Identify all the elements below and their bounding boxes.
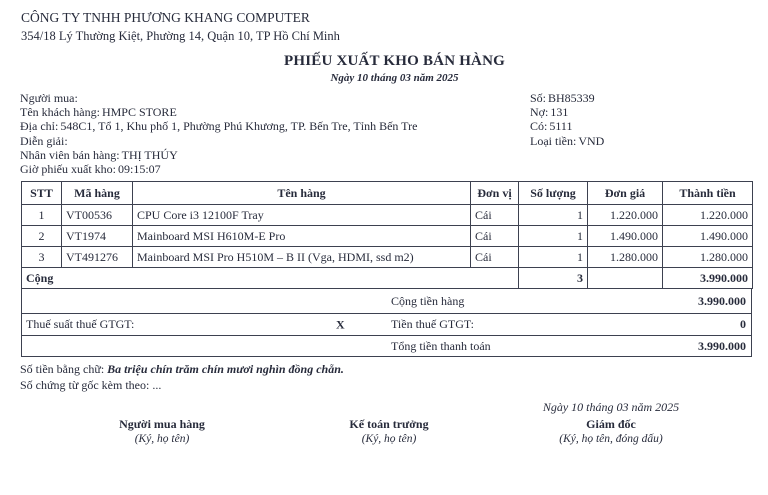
summary-grand-value: 3.990.000 bbox=[698, 338, 746, 353]
info-label: Có: bbox=[530, 119, 548, 134]
cell-ten-hang: Mainboard MSI Pro H510M – B II (Vga, HDMI, ssd m2) bbox=[133, 247, 471, 268]
cell-ten-hang: CPU Core i3 12100F Tray bbox=[133, 205, 471, 226]
amount-in-words-line bbox=[20, 362, 768, 377]
info-label: Nhân viên bán hàng: bbox=[20, 147, 120, 162]
cell-ma-hang: VT1974 bbox=[62, 226, 133, 247]
signature-note-accountant: (Ký, họ tên) bbox=[361, 433, 417, 445]
cell-stt: 2 bbox=[22, 226, 62, 247]
cell-thanh-tien: 1.220.000 bbox=[663, 205, 753, 226]
attached-documents-line: Số chứng từ gốc kèm theo: ... bbox=[20, 378, 162, 392]
info-line-address bbox=[20, 119, 768, 133]
company-address: 354/18 Lý Thường Kiệt, Phường 14, Quận 10, TP Hồ Chí Minh bbox=[21, 29, 340, 43]
total-quantity: 3 bbox=[519, 268, 588, 289]
cell-stt: 3 bbox=[22, 247, 62, 268]
info-line-buyer bbox=[20, 91, 768, 105]
info-line-export-time bbox=[20, 162, 768, 176]
cell-so-luong: 1 bbox=[519, 247, 588, 268]
summary-grand-label: Tổng tiền thanh toán bbox=[391, 338, 491, 353]
info-label: Người mua: bbox=[20, 91, 78, 105]
info-line-salesperson bbox=[20, 148, 768, 162]
document-date: Ngày 10 tháng 03 năm 2025 bbox=[330, 72, 459, 84]
signature-section bbox=[0, 400, 768, 445]
column-header-so-luong: Số lượng bbox=[519, 182, 588, 205]
column-header-don-gia: Đơn giá bbox=[588, 182, 663, 205]
column-header-don-vi: Đơn vị bbox=[471, 182, 519, 205]
summary-row-goods bbox=[22, 289, 751, 314]
table-row bbox=[22, 226, 753, 247]
signature-date: Ngày 10 tháng 03 năm 2025 bbox=[542, 400, 680, 414]
info-label: Giờ phiếu xuất kho: bbox=[20, 162, 116, 177]
signature-note-buyer: (Ký, họ tên) bbox=[134, 433, 190, 445]
summary-tax-left bbox=[22, 317, 370, 332]
cell-don-gia: 1.490.000 bbox=[588, 226, 663, 247]
company-name: CÔNG TY TNHH PHƯƠNG KHANG COMPUTER bbox=[21, 10, 310, 25]
info-line-customer bbox=[20, 105, 768, 119]
cell-ma-hang: VT00536 bbox=[62, 205, 133, 226]
info-value: 09:15:07 bbox=[118, 162, 161, 177]
signature-title-accountant: Kế toán trưởng bbox=[349, 417, 429, 431]
column-header-thanh-tien: Thành tiền bbox=[663, 182, 753, 205]
info-label: Nợ: bbox=[530, 105, 549, 120]
cell-ma-hang: VT491276 bbox=[62, 247, 133, 268]
table-row bbox=[22, 247, 753, 268]
info-line-currency bbox=[530, 134, 604, 148]
tax-rate-label: Thuế suất thuế GTGT: bbox=[26, 317, 135, 331]
cell-don-vi: Cái bbox=[471, 247, 519, 268]
info-value: 548C1, Tổ 1, Khu phố 1, Phường Phú Khương, TP. Bến Tre, Tỉnh Bến Tre bbox=[60, 119, 418, 134]
info-line-credit bbox=[530, 119, 604, 133]
table-row bbox=[22, 205, 753, 226]
amount-in-words-value: Ba triệu chín trăm chín mươi nghìn đồng chẵn. bbox=[107, 362, 344, 376]
amount-in-words-label: Số tiền bằng chữ: bbox=[20, 362, 105, 376]
summary-goods-value: 3.990.000 bbox=[698, 293, 746, 308]
cell-stt: 1 bbox=[22, 205, 62, 226]
cell-ten-hang: Mainboard MSI H610M-E Pro bbox=[133, 226, 471, 247]
info-value: BH85339 bbox=[548, 91, 595, 105]
signature-note-director: (Ký, họ tên, đóng dấu) bbox=[559, 433, 663, 445]
total-amount: 3.990.000 bbox=[663, 268, 753, 289]
summary-goods-label: Cộng tiền hàng bbox=[391, 293, 465, 308]
cell-don-vi: Cái bbox=[471, 205, 519, 226]
info-label: Loại tiền: bbox=[530, 133, 577, 148]
summary-tax-label: Tiền thuế GTGT: bbox=[391, 317, 474, 331]
table-header-row bbox=[22, 182, 753, 205]
tax-rate-mark: X bbox=[336, 317, 345, 331]
summary-row-grand-total bbox=[22, 336, 751, 357]
info-label: Diễn giải: bbox=[20, 133, 68, 148]
cell-don-gia: 1.280.000 bbox=[588, 247, 663, 268]
cell-so-luong: 1 bbox=[519, 226, 588, 247]
document-title: PHIẾU XUẤT KHO BÁN HÀNG bbox=[283, 53, 505, 69]
cell-thanh-tien: 1.490.000 bbox=[663, 226, 753, 247]
cell-don-vi: Cái bbox=[471, 226, 519, 247]
total-label: Cộng bbox=[22, 268, 519, 289]
summary-tax-value: 0 bbox=[740, 317, 746, 331]
info-label: Tên khách hàng: bbox=[20, 105, 100, 120]
info-line-debit bbox=[530, 105, 604, 119]
column-header-stt: STT bbox=[22, 182, 62, 205]
info-value: VND bbox=[578, 133, 605, 148]
cell-thanh-tien: 1.280.000 bbox=[663, 247, 753, 268]
info-value: THỊ THÚY bbox=[121, 147, 178, 162]
items-table bbox=[21, 181, 753, 289]
info-value: 5111 bbox=[549, 119, 573, 134]
cell-so-luong: 1 bbox=[519, 205, 588, 226]
info-section bbox=[20, 91, 768, 177]
info-right-block bbox=[530, 91, 604, 148]
info-value: HMPC STORE bbox=[101, 105, 177, 120]
document-header bbox=[21, 10, 768, 84]
info-line-description bbox=[20, 134, 768, 148]
info-line-number bbox=[530, 91, 604, 105]
summary-section bbox=[21, 289, 752, 357]
column-header-ten-hang: Tên hàng bbox=[133, 182, 471, 205]
total-empty-cell bbox=[588, 268, 663, 289]
column-header-ma-hang: Mã hàng bbox=[62, 182, 133, 205]
signature-title-director: Giám đốc bbox=[586, 417, 636, 431]
info-label: Địa chỉ: bbox=[20, 119, 59, 134]
info-value: 131 bbox=[550, 105, 569, 120]
table-total-row bbox=[22, 268, 753, 289]
summary-row-tax bbox=[22, 314, 751, 336]
signature-title-buyer: Người mua hàng bbox=[119, 417, 205, 431]
info-label: Số: bbox=[530, 91, 547, 105]
info-left-block bbox=[20, 91, 768, 176]
cell-don-gia: 1.220.000 bbox=[588, 205, 663, 226]
